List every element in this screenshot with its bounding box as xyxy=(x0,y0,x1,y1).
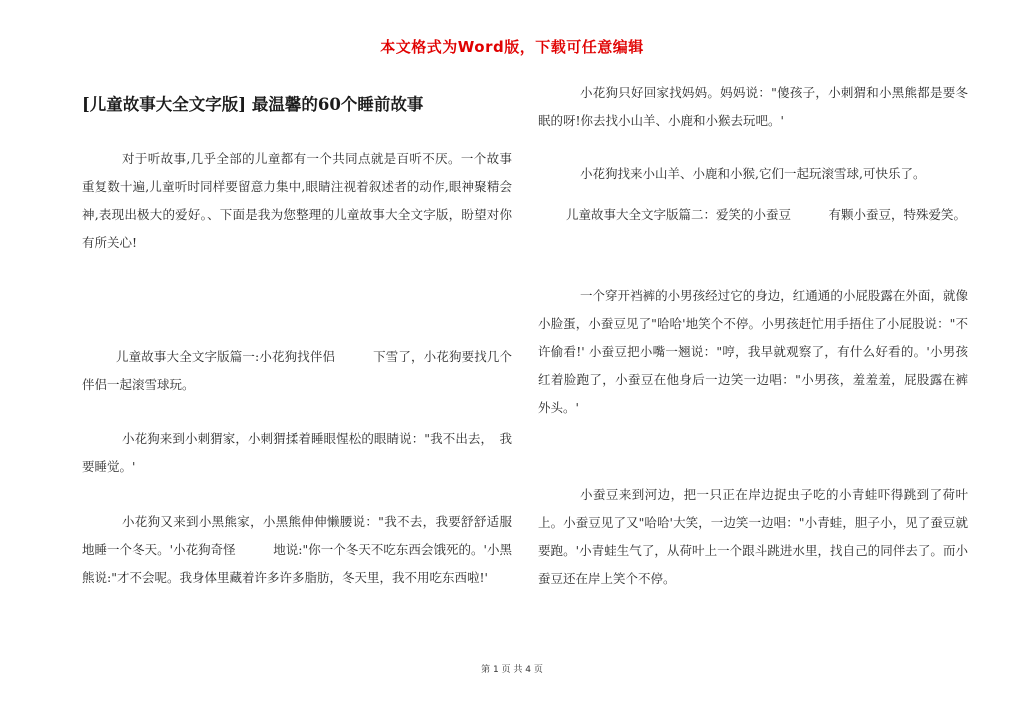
page-number: 第 1 页 共 4 页 xyxy=(481,665,543,675)
document-title: [儿童故事大全文字版] 最温馨的60个睡前故事 xyxy=(82,95,424,114)
story2-paragraph-2: 一个穿开裆裤的小男孩经过它的身边，红通通的小屁股露在外面，就像小脸蛋，小蚕豆见了"哈哈'地笑个不停。小男孩赶忙用手捂住了小屁股说："不许偷看!' 小蚕豆把小嘴一翘说："哼，我早就观察了，有什么好看的。'小男孩红着脸跑了，小蚕豆在他身后一边笑一边唱："小男孩，羞羞羞，屁股露在裤外头。' xyxy=(538,288,968,415)
story1-paragraph-3: 小花狗又来到小黑熊家，小黑熊伸伸懒腰说："我不去，我要舒舒适服地睡一个冬天。'小花狗奇怪 地说:"你一个冬天不吃东西会饿死的。'小黑熊说:"才不会呢。我身体里藏着许多许多脂肪，冬天里，我不用吃东西啦!' xyxy=(82,514,512,585)
story2-paragraph-3: 小蚕豆来到河边，把一只正在岸边捉虫子吃的小青蛙吓得跳到了荷叶上。小蚕豆见了又"哈哈'大笑，一边笑一边唱："小青蛙，胆子小，见了蚕豆就要跑。'小青蛙生气了，从荷叶上一个跟斗跳进水里，找自己的同伴去了。而小蚕豆还在岸上笑个不停。 xyxy=(538,487,968,586)
story1-paragraph-2: 小花狗来到小刺猬家，小刺猬揉着睡眼惺松的眼睛说："我不出去， 我要睡觉。' xyxy=(82,431,512,474)
download-banner: 本文格式为Word版，下载可任意编辑 xyxy=(380,38,644,56)
intro-paragraph: 对于听故事,几乎全部的儿童都有一个共同点就是百听不厌。一个故事重复数十遍,儿童听时同样要留意力集中,眼睛注视着叙述者的动作,眼神聚精会神,表现出极大的爱好。、下面是我为您整理的儿童故事大全文字版，盼望对你有所关心! xyxy=(82,151,512,250)
story1-paragraph-1: 儿童故事大全文字版篇一:小花狗找伴侣 下雪了，小花狗要找几个伴侣一起滚雪球玩。 xyxy=(82,349,512,392)
story1-paragraph-5: 小花狗找来小山羊、小鹿和小猴,它们一起玩滚雪球,可快乐了。 xyxy=(580,166,926,181)
story2-paragraph-1: 儿童故事大全文字版篇二：爱笑的小蚕豆 有颗小蚕豆，特殊爱笑。 xyxy=(566,207,967,222)
story1-paragraph-4: 小花狗只好回家找妈妈。妈妈说："傻孩子，小刺猬和小黑熊都是要冬眠的呀!你去找小山羊、小鹿和小猴去玩吧。' xyxy=(538,85,968,128)
